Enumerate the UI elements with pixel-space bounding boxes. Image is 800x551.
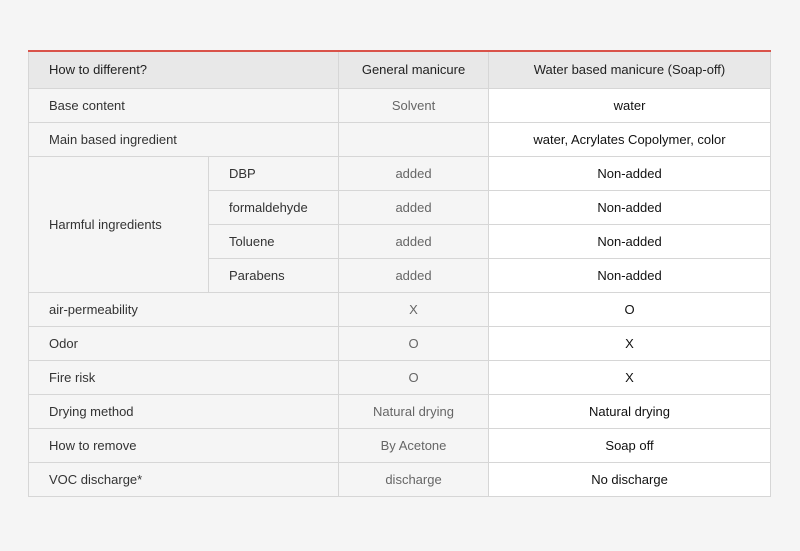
general-value: added [339, 258, 489, 292]
water-value: No discharge [489, 462, 771, 496]
general-value: X [339, 292, 489, 326]
table-row [29, 122, 771, 156]
general-value: added [339, 190, 489, 224]
general-value: By Acetone [339, 428, 489, 462]
table-row [29, 88, 771, 122]
water-value: X [489, 360, 771, 394]
water-value: water, Acrylates Copolymer, color [489, 122, 771, 156]
header-how-to-different: How to different? [29, 51, 339, 88]
ingredient-name: Toluene [209, 224, 339, 258]
row-label: Drying method [29, 394, 339, 428]
harmful-ingredients-label: Harmful ingredients [29, 156, 209, 292]
general-value: added [339, 156, 489, 190]
general-value: added [339, 224, 489, 258]
table-row [29, 156, 771, 190]
water-value: water [489, 88, 771, 122]
water-value: Non-added [489, 224, 771, 258]
header-general-manicure: General manicure [339, 51, 489, 88]
general-value: Natural drying [339, 394, 489, 428]
ingredient-name: DBP [209, 156, 339, 190]
row-label: Fire risk [29, 360, 339, 394]
table-row [29, 292, 771, 326]
table-row [29, 462, 771, 496]
general-value: Solvent [339, 88, 489, 122]
header-water-based-manicure: Water based manicure (Soap-off) [489, 51, 771, 88]
row-label: VOC discharge* [29, 462, 339, 496]
row-label: How to remove [29, 428, 339, 462]
general-value: discharge [339, 462, 489, 496]
water-value: Non-added [489, 156, 771, 190]
general-value: O [339, 326, 489, 360]
water-value: Soap off [489, 428, 771, 462]
table-row [29, 360, 771, 394]
water-value: X [489, 326, 771, 360]
water-value: Natural drying [489, 394, 771, 428]
general-value [339, 122, 489, 156]
row-label: air-permeability [29, 292, 339, 326]
table-row [29, 394, 771, 428]
water-value: Non-added [489, 190, 771, 224]
table-header-row [29, 51, 771, 88]
water-value: Non-added [489, 258, 771, 292]
general-value: O [339, 360, 489, 394]
table-row [29, 326, 771, 360]
ingredient-name: formaldehyde [209, 190, 339, 224]
table-row [29, 428, 771, 462]
row-label: Odor [29, 326, 339, 360]
ingredient-name: Parabens [209, 258, 339, 292]
row-label: Main based ingredient [29, 122, 339, 156]
comparison-table [28, 50, 771, 497]
water-value: O [489, 292, 771, 326]
row-label: Base content [29, 88, 339, 122]
